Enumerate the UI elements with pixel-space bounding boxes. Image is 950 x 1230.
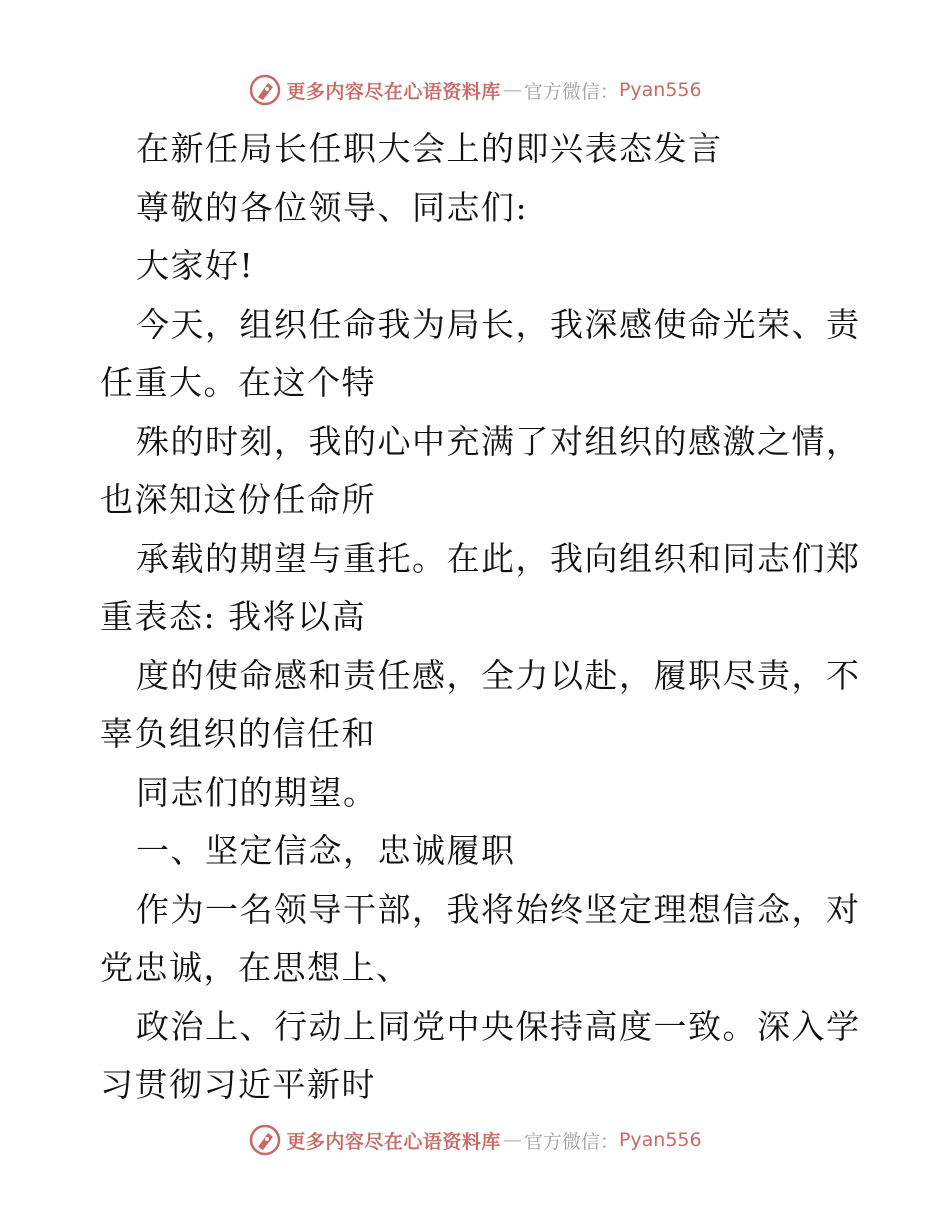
paragraph-line: 承载的期望与重托。在此，我向组织和同志们郑: [136, 538, 861, 578]
paragraph-line: 同志们的期望。: [136, 772, 378, 812]
paragraph-line: 党忠诚，在思想上、: [100, 948, 411, 987]
watermark-separator: —: [502, 1129, 522, 1151]
paragraph-line: 重表态: 我将以高: [100, 597, 367, 636]
salutation: 尊敬的各位领导、同志们:: [136, 187, 529, 227]
paragraph-line: 作为一名领导干部，我将始终坚定理想信念，对: [136, 889, 861, 929]
watermark-header: [0, 70, 950, 110]
watermark-text: 更多内容尽在心语资料库: [286, 1130, 501, 1153]
paragraph-line: 辜负组织的信任和: [100, 714, 376, 753]
paragraph-line: 今天，组织任命我为局长，我深感使命光荣、责: [136, 304, 861, 344]
paragraph-line: 度的使命感和责任感，全力以赴，履职尽责，不: [136, 655, 861, 695]
watermark-wechat-id: Pyan556: [618, 1129, 702, 1151]
watermark-separator: —: [502, 79, 522, 101]
paragraph-line: 也深知这份任命所: [100, 480, 376, 519]
paragraph-line: 政治上、行动上同党中央保持高度一致。深入学: [136, 1006, 861, 1046]
watermark-wechat-label: 官方微信：: [523, 1130, 619, 1153]
document-body: [100, 120, 860, 1115]
document-title: 在新任局长任职大会上的即兴表态发言: [136, 129, 723, 168]
pen-nib-icon: [248, 73, 282, 107]
watermark-wechat-id: Pyan556: [618, 79, 702, 101]
pen-nib-icon: [248, 1123, 282, 1157]
paragraph-line: 任重大。在这个特: [100, 363, 376, 402]
watermark-text: 更多内容尽在心语资料库: [286, 80, 501, 103]
paragraph-line: 习贯彻习近平新时: [100, 1065, 376, 1104]
watermark-footer: [0, 1120, 950, 1160]
section-heading: 一、坚定信念，忠诚履职: [136, 831, 516, 870]
paragraph-line: 殊的时刻，我的心中充满了对组织的感激之情，: [136, 421, 861, 461]
greeting: 大家好!: [136, 246, 255, 285]
watermark-wechat-label: 官方微信：: [523, 80, 619, 103]
